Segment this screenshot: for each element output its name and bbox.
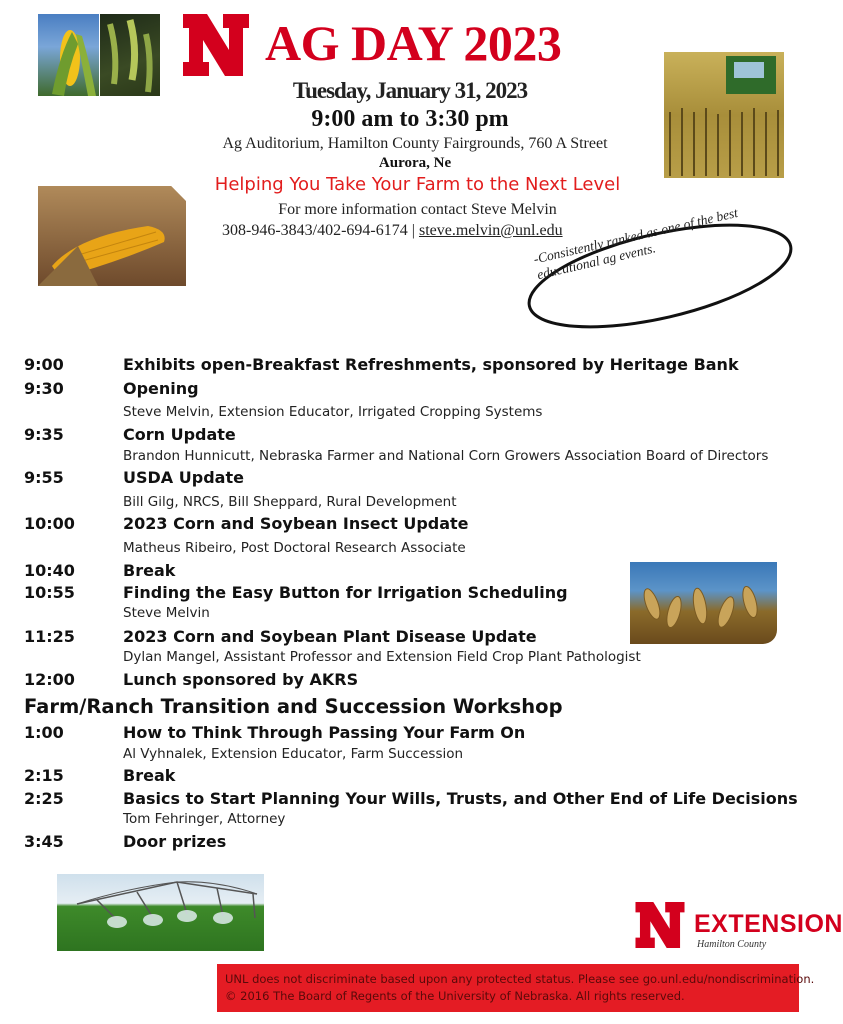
- agenda-time: 2:15: [24, 766, 64, 785]
- agenda-time: 9:35: [24, 425, 64, 444]
- email-link[interactable]: steve.melvin@unl.edu: [418, 222, 563, 239]
- contact-phone-email: [222, 222, 563, 240]
- agenda-speaker: Bill Gilg, NRCS, Bill Sheppard, Rural Development: [123, 494, 457, 510]
- agenda-time: 1:00: [24, 723, 64, 742]
- agenda-title: USDA Update: [123, 468, 244, 487]
- event-venue: Ag Auditorium, Hamilton County Fairgrounds, 760 A Street: [222, 135, 608, 152]
- agenda-title: Finding the Easy Button for Irrigation Scheduling: [123, 583, 568, 602]
- event-date: Tuesday, January 31, 2023: [292, 78, 528, 103]
- agenda-time: 12:00: [24, 670, 75, 689]
- agenda-speaker: Brandon Hunnicutt, Nebraska Farmer and National Corn Growers Association Board of Directors: [123, 448, 769, 464]
- workshop-heading: Farm/Ranch Transition and Succession Workshop: [24, 695, 563, 718]
- agenda-title: Break: [123, 561, 176, 580]
- agenda-time: 11:25: [24, 627, 75, 646]
- agenda-time: 10:55: [24, 583, 75, 602]
- corn-ear-photo: [38, 186, 186, 286]
- agenda-speaker: Dylan Mangel, Assistant Professor and Extension Field Crop Plant Pathologist: [123, 649, 641, 665]
- event-time: 9:00 am to 3:30 pm: [311, 106, 509, 132]
- nondiscrimination-footer: [217, 964, 815, 1012]
- agenda-speaker: Tom Fehringer, Attorney: [123, 811, 286, 827]
- agenda-time: 10:00: [24, 514, 75, 533]
- agenda-time: 9:00: [24, 355, 64, 374]
- agenda-title: Door prizes: [123, 832, 227, 851]
- agenda-time: 3:45: [24, 832, 64, 851]
- agenda-time: 2:25: [24, 789, 64, 808]
- event-title: AG DAY 2023: [265, 15, 562, 71]
- agenda-speaker: Matheus Ribeiro, Post Doctoral Research Associate: [123, 540, 466, 556]
- agenda-title: Lunch sponsored by AKRS: [123, 670, 359, 689]
- agenda-title: 2023 Corn and Soybean Insect Update: [123, 514, 469, 533]
- extension-county: Hamilton County: [697, 939, 767, 950]
- combine-harvest-photo: [664, 52, 784, 178]
- phone-number: 308-946-3843/402-694-6174: [222, 222, 408, 239]
- agenda-title: Exhibits open-Breakfast Refreshments, sponsored by Heritage Bank: [123, 355, 739, 374]
- extension-n-logo: [632, 899, 688, 951]
- agenda-time: 10:40: [24, 561, 75, 580]
- callout-text: -Consistently ranked as one of the best educational ag events.: [532, 204, 740, 283]
- agenda-speaker: Steve Melvin: [123, 605, 210, 621]
- agenda-speaker: Al Vyhnalek, Extension Educator, Farm Succession: [123, 746, 464, 762]
- tagline: Helping You Take Your Farm to the Next Level: [214, 174, 621, 195]
- event-city: Aurora, Ne: [378, 155, 452, 171]
- footer-line-1: UNL does not discriminate based upon any protected status. Please see go.unl.edu/nondiscrimination.: [225, 972, 815, 986]
- contact-line: For more information contact Steve Melvin: [278, 201, 557, 218]
- agenda-title: Basics to Start Planning Your Wills, Trusts, and Other End of Life Decisions: [123, 789, 798, 808]
- irrigation-pivot-photo: [57, 874, 264, 951]
- nebraska-n-logo: [179, 10, 253, 80]
- agenda-title: How to Think Through Passing Your Farm On: [123, 723, 526, 742]
- separator: |: [411, 222, 415, 239]
- agenda-speaker: Steve Melvin, Extension Educator, Irrigated Cropping Systems: [123, 404, 543, 420]
- agenda-time: 9:55: [24, 468, 64, 487]
- agenda-title: Corn Update: [123, 425, 236, 444]
- footer-line-2: © 2016 The Board of Regents of the University of Nebraska. All rights reserved.: [225, 989, 685, 1003]
- soybean-field-photo: [630, 562, 777, 644]
- agenda-title: 2023 Corn and Soybean Plant Disease Update: [123, 627, 537, 646]
- agenda-title: Opening: [123, 379, 199, 398]
- agenda-time: 9:30: [24, 379, 64, 398]
- extension-wordmark: EXTENSION: [694, 910, 843, 938]
- agenda-title: Break: [123, 766, 176, 785]
